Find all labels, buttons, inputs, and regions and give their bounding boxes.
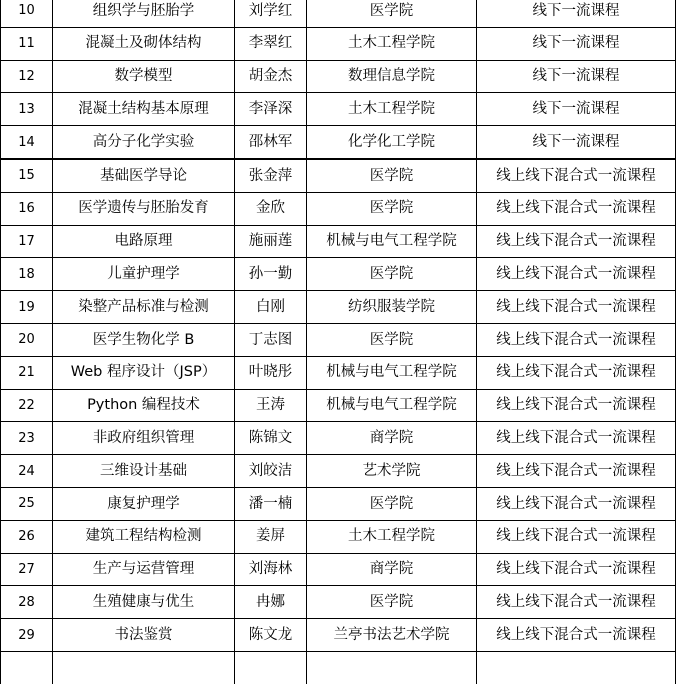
course-category: 线上线下混合式一流课程 (477, 323, 676, 356)
row-number: 15 (1, 159, 53, 192)
row-number: 29 (1, 619, 53, 652)
row-number: 22 (1, 389, 53, 422)
course-category: 线上线下混合式一流课程 (477, 225, 676, 258)
course-category: 线上线下混合式一流课程 (477, 619, 676, 652)
college-name: 艺术学院 (307, 455, 477, 488)
row-number: 13 (1, 93, 53, 126)
teacher-name: 姜屏 (235, 520, 307, 553)
course-name: Python 编程技术 (53, 389, 235, 422)
row-number: 12 (1, 60, 53, 93)
course-name (53, 651, 235, 683)
course-name: 数学模型 (53, 60, 235, 93)
course-name: Web 程序设计（JSP） (53, 356, 235, 389)
table-row (1, 389, 676, 422)
row-number: 18 (1, 258, 53, 291)
college-name (307, 651, 477, 683)
teacher-name: 金欣 (235, 192, 307, 225)
course-name: 基础医学导论 (53, 159, 235, 192)
table-row (1, 225, 676, 258)
college-name: 化学化工学院 (307, 126, 477, 159)
course-name: 医学遗传与胚胎发育 (53, 192, 235, 225)
college-name: 医学院 (307, 192, 477, 225)
teacher-name: 刘海林 (235, 553, 307, 586)
row-number: 20 (1, 323, 53, 356)
course-category: 线上线下混合式一流课程 (477, 487, 676, 520)
teacher-name: 潘一楠 (235, 487, 307, 520)
teacher-name: 陈文龙 (235, 619, 307, 652)
course-name: 康复护理学 (53, 487, 235, 520)
table-row (1, 520, 676, 553)
college-name: 医学院 (307, 323, 477, 356)
course-category: 线上线下混合式一流课程 (477, 192, 676, 225)
table-row (1, 291, 676, 324)
teacher-name: 丁志图 (235, 323, 307, 356)
college-name: 数理信息学院 (307, 60, 477, 93)
college-name: 医学院 (307, 586, 477, 619)
teacher-name: 白刚 (235, 291, 307, 324)
teacher-name: 李翠红 (235, 27, 307, 60)
table-row (1, 323, 676, 356)
table-row (1, 126, 676, 159)
row-number: 28 (1, 586, 53, 619)
course-category: 线下一流课程 (477, 60, 676, 93)
course-name: 染整产品标准与检测 (53, 291, 235, 324)
course-category: 线上线下混合式一流课程 (477, 520, 676, 553)
course-category: 线上线下混合式一流课程 (477, 291, 676, 324)
teacher-name: 邵林军 (235, 126, 307, 159)
table-row (1, 619, 676, 652)
college-name: 土木工程学院 (307, 27, 477, 60)
row-number: 25 (1, 487, 53, 520)
teacher-name: 刘皎洁 (235, 455, 307, 488)
course-category: 线上线下混合式一流课程 (477, 422, 676, 455)
table-row (1, 0, 676, 27)
teacher-name: 冉娜 (235, 586, 307, 619)
college-name: 商学院 (307, 553, 477, 586)
course-category: 线上线下混合式一流课程 (477, 553, 676, 586)
course-category (477, 651, 676, 683)
college-name: 土木工程学院 (307, 93, 477, 126)
row-number: 10 (1, 0, 53, 27)
table-row (1, 192, 676, 225)
table-row (1, 553, 676, 586)
course-name: 儿童护理学 (53, 258, 235, 291)
teacher-name: 陈锦文 (235, 422, 307, 455)
table-row (1, 487, 676, 520)
table-row (1, 455, 676, 488)
teacher-name (235, 651, 307, 683)
row-number: 17 (1, 225, 53, 258)
college-name: 医学院 (307, 0, 477, 27)
teacher-name: 胡金杰 (235, 60, 307, 93)
course-name: 生产与运营管理 (53, 553, 235, 586)
college-name: 兰亭书法艺术学院 (307, 619, 477, 652)
course-name: 高分子化学实验 (53, 126, 235, 159)
course-name: 非政府组织管理 (53, 422, 235, 455)
course-category: 线上线下混合式一流课程 (477, 389, 676, 422)
course-category: 线下一流课程 (477, 126, 676, 159)
table-row (1, 27, 676, 60)
course-name: 混凝土结构基本原理 (53, 93, 235, 126)
table-row (1, 651, 676, 683)
college-name: 机械与电气工程学院 (307, 389, 477, 422)
course-name: 电路原理 (53, 225, 235, 258)
row-number: 21 (1, 356, 53, 389)
teacher-name: 孙一勤 (235, 258, 307, 291)
course-category: 线上线下混合式一流课程 (477, 159, 676, 192)
teacher-name: 施丽莲 (235, 225, 307, 258)
row-number: 19 (1, 291, 53, 324)
course-table-body (1, 0, 676, 684)
college-name: 医学院 (307, 159, 477, 192)
row-number: 27 (1, 553, 53, 586)
table-row (1, 93, 676, 126)
teacher-name: 李泽深 (235, 93, 307, 126)
teacher-name: 刘学红 (235, 0, 307, 27)
course-category: 线下一流课程 (477, 27, 676, 60)
course-category: 线下一流课程 (477, 93, 676, 126)
course-category: 线上线下混合式一流课程 (477, 258, 676, 291)
course-category: 线上线下混合式一流课程 (477, 356, 676, 389)
row-number: 16 (1, 192, 53, 225)
table-row (1, 356, 676, 389)
row-number: 24 (1, 455, 53, 488)
course-name: 生殖健康与优生 (53, 586, 235, 619)
course-name: 组织学与胚胎学 (53, 0, 235, 27)
row-number (1, 651, 53, 683)
teacher-name: 叶晓彤 (235, 356, 307, 389)
college-name: 医学院 (307, 487, 477, 520)
row-number: 23 (1, 422, 53, 455)
course-name: 三维设计基础 (53, 455, 235, 488)
row-number: 26 (1, 520, 53, 553)
table-row (1, 159, 676, 192)
course-name: 医学生物化学 B (53, 323, 235, 356)
course-name: 建筑工程结构检测 (53, 520, 235, 553)
table-row (1, 60, 676, 93)
college-name: 商学院 (307, 422, 477, 455)
teacher-name: 张金萍 (235, 159, 307, 192)
college-name: 土木工程学院 (307, 520, 477, 553)
row-number: 11 (1, 27, 53, 60)
row-number: 14 (1, 126, 53, 159)
table-row (1, 586, 676, 619)
college-name: 纺织服装学院 (307, 291, 477, 324)
course-name: 混凝土及砌体结构 (53, 27, 235, 60)
course-category: 线下一流课程 (477, 0, 676, 27)
college-name: 医学院 (307, 258, 477, 291)
college-name: 机械与电气工程学院 (307, 225, 477, 258)
course-category: 线上线下混合式一流课程 (477, 586, 676, 619)
college-name: 机械与电气工程学院 (307, 356, 477, 389)
course-category: 线上线下混合式一流课程 (477, 455, 676, 488)
course-name: 书法鉴赏 (53, 619, 235, 652)
table-row (1, 258, 676, 291)
teacher-name: 王涛 (235, 389, 307, 422)
table-row (1, 422, 676, 455)
